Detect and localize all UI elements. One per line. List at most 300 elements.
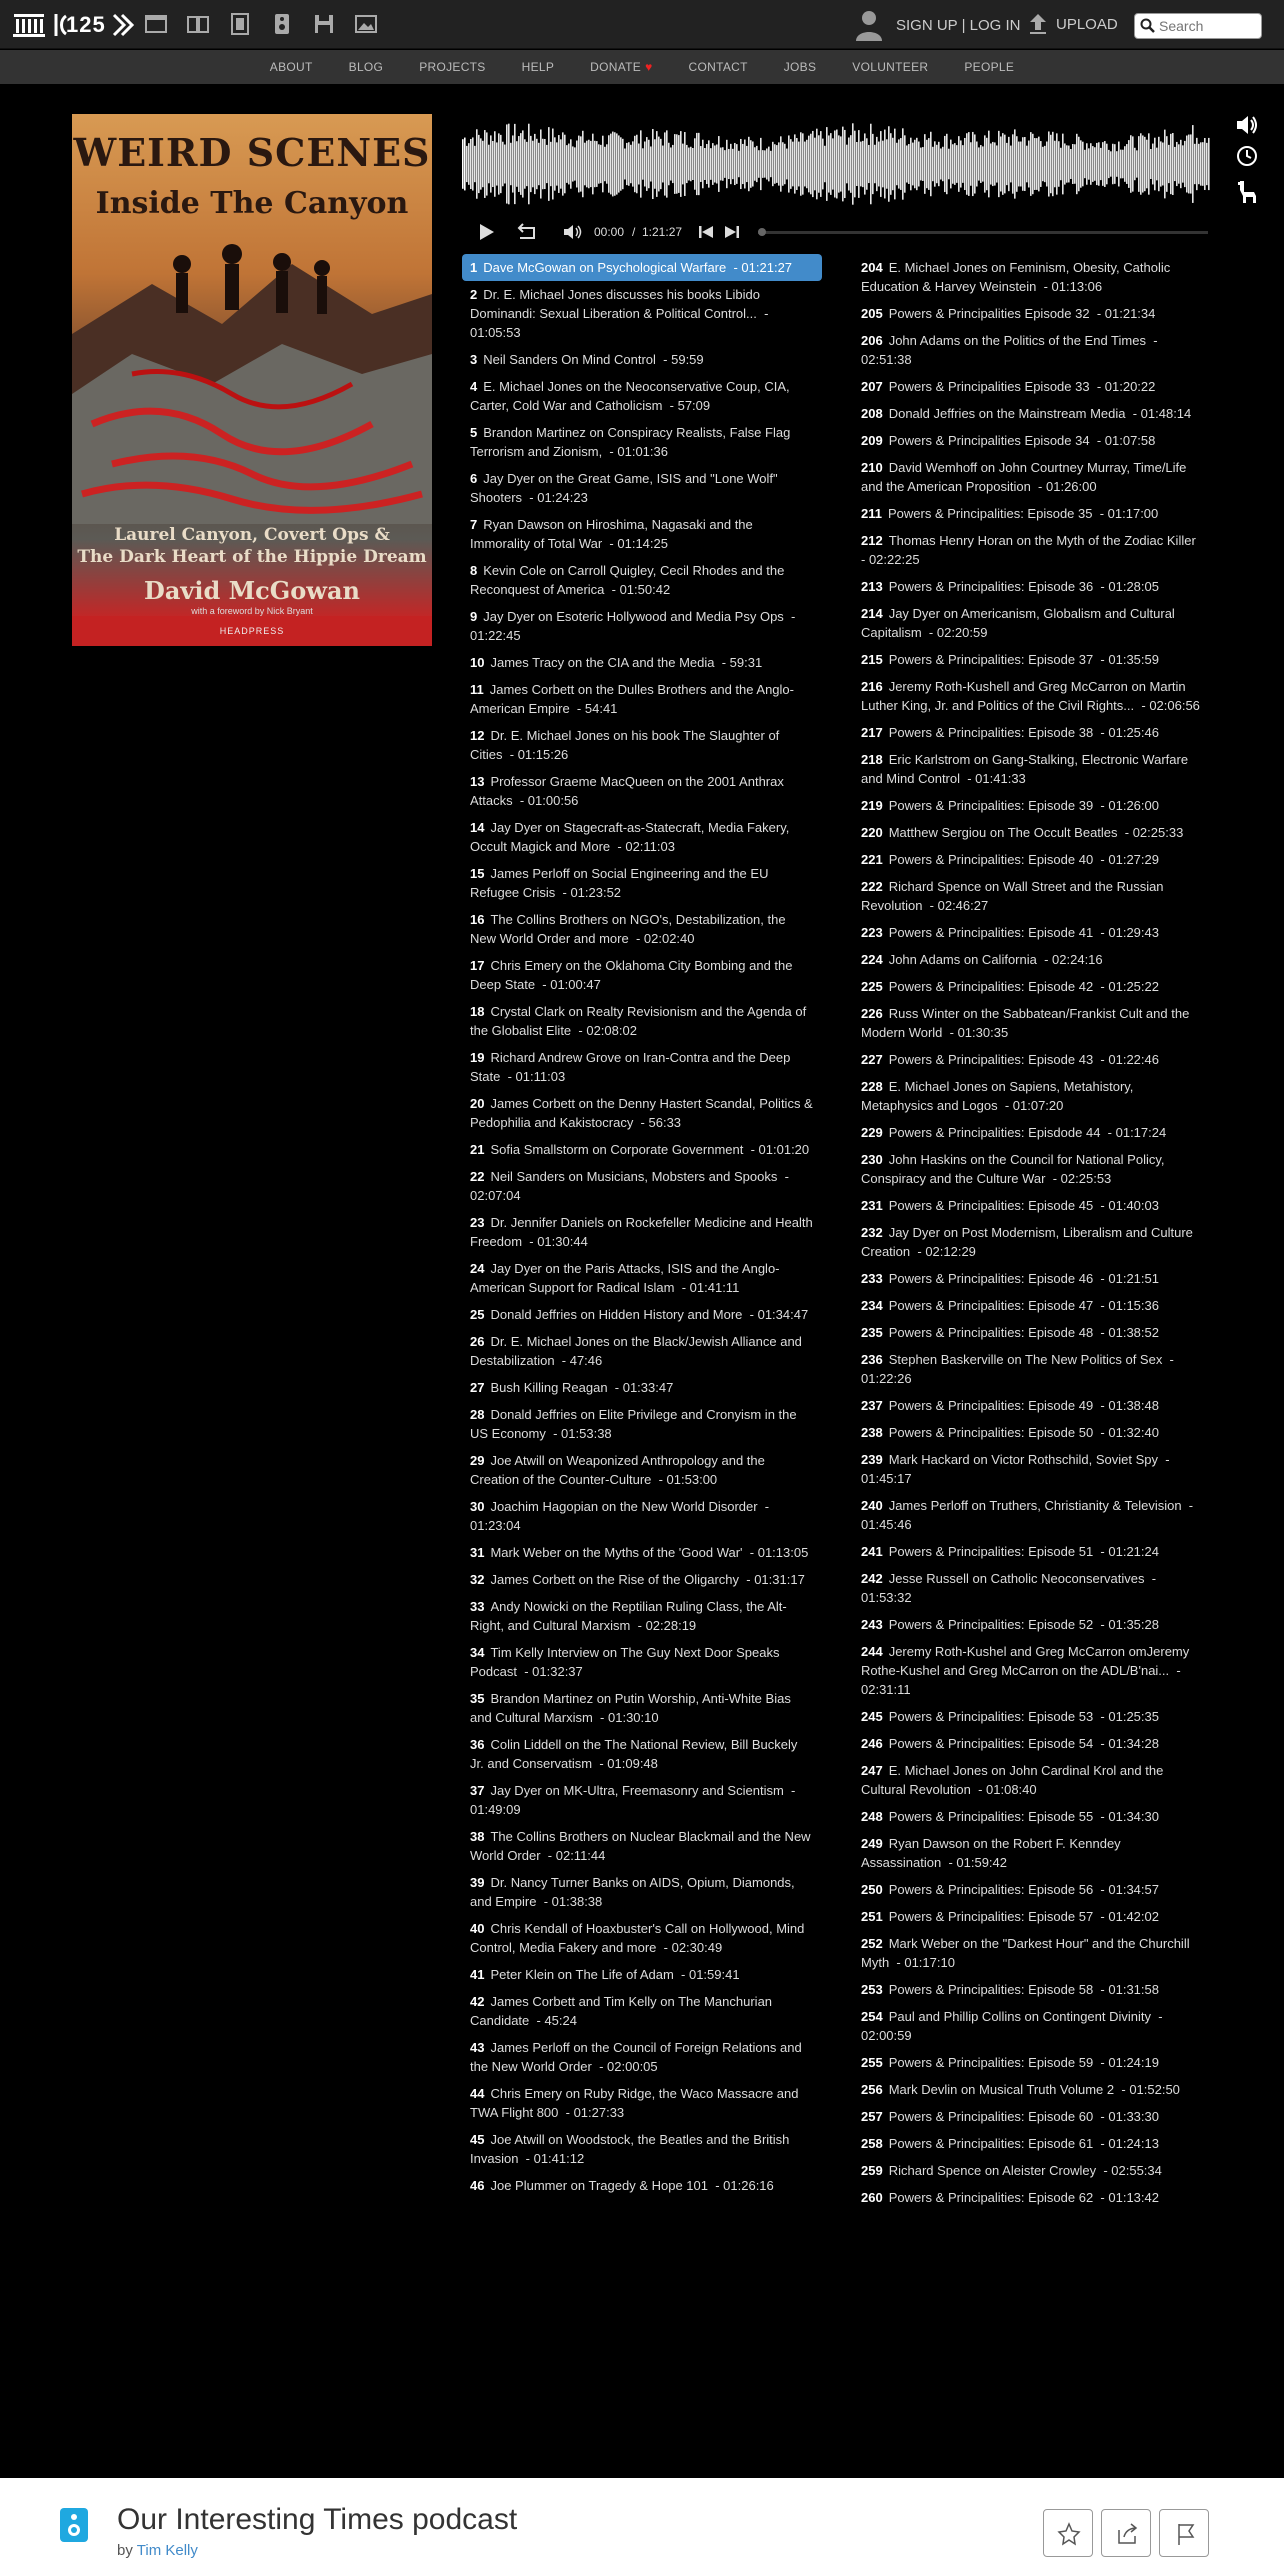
waveform-bar [660, 139, 662, 189]
nav-volunteer[interactable]: VOLUNTEER [852, 60, 929, 74]
playlist-item[interactable]: 249 Ryan Dawson on the Robert F. Kenndey Assassination - 01:59:42 [861, 1836, 1121, 1870]
playlist-item[interactable]: 24 Jay Dyer on the Paris Attacks, ISIS and the Anglo-American Support for Radical Islam - 01:41:11 [470, 1261, 780, 1295]
playlist-item[interactable]: 13 Professor Graeme MacQueen on the 2001 Anthrax Attacks - 01:00:56 [470, 774, 784, 808]
playlist-item[interactable]: 20 James Corbett on the Denny Hastert Scandal, Politics & Pedophilia and Kakistocracy - 56:33 [470, 1096, 813, 1130]
waveform-bar [838, 135, 840, 192]
playlist-item[interactable]: 234 Powers & Principalities: Episode 47 - 01:15:36 [861, 1298, 1159, 1313]
playlist-item[interactable]: 36 Colin Liddell on the The National Review, Bill Buckely Jr. and Conservatism - 01:09:48 [470, 1737, 798, 1771]
track-duration: 01:09:48 [607, 1756, 658, 1771]
playlist-item[interactable]: 12 Dr. E. Michael Jones on his book The Slaughter of Cities - 01:15:26 [470, 728, 780, 762]
playlist-item[interactable]: 25 Donald Jeffries on Hidden History and More - 01:34:47 [470, 1307, 809, 1322]
track-duration: 01:26:00 [1046, 479, 1097, 494]
playlist-item[interactable]: 251 Powers & Principalities: Episode 57 - 01:42:02 [861, 1909, 1159, 1924]
rewind-10-icon[interactable] [516, 222, 538, 242]
track-duration: 02:07:04 [470, 1188, 521, 1203]
playlist-item[interactable]: 23 Dr. Jennifer Daniels on Rockefeller Medicine and Health Freedom - 01:30:44 [470, 1215, 813, 1249]
waveform-bar [466, 146, 468, 182]
playlist-item[interactable]: 242 Jesse Russell on Catholic Neoconservatives - 01:53:32 [861, 1571, 1157, 1605]
waveform-bar [750, 140, 752, 188]
track-title: Powers & Principalities: Episode 53 [888, 1709, 1094, 1724]
waveform-bar [556, 142, 558, 185]
track-title: Matthew Sergiou on The Occult Beatles [888, 825, 1118, 840]
playlist-item[interactable]: 229 Powers & Principalities: Episdode 44 - 01:17:24 [861, 1125, 1167, 1140]
waveform-bar [1184, 141, 1186, 187]
playlist-item[interactable]: 209 Powers & Principalities Episode 34 - 01:07:58 [861, 433, 1156, 448]
track-title: E. Michael Jones on Feminism, Obesity, Catholic Education & Harvey Weinstein [861, 260, 1171, 294]
waveform-bar [662, 146, 664, 183]
playlist-item[interactable]: 41 Peter Klein on The Life of Adam - 01:59:41 [470, 1967, 740, 1982]
playlist-item[interactable]: 213 Powers & Principalities: Episode 36 - 01:28:05 [861, 579, 1159, 594]
volume-icon[interactable] [1234, 112, 1260, 138]
audio-icon[interactable] [270, 12, 294, 36]
track-duration: 01:27:29 [1108, 852, 1159, 867]
playlist-item[interactable]: 6 Jay Dyer on the Great Game, ISIS and "Lone Wolf" Shooters - 01:24:23 [470, 471, 778, 505]
playlist-item[interactable]: 43 James Perloff on the Council of Foreign Relations and the New World Order - 02:00:05 [470, 2040, 802, 2074]
track-duration: 01:41:12 [533, 2151, 585, 2166]
waveform-bar [480, 138, 482, 189]
track-title: Russ Winter on the Sabbatean/Frankist Cult and the Modern World [861, 1006, 1190, 1040]
track-duration: 02:28:19 [645, 1618, 697, 1633]
cover-subtitle: Inside The Canyon [95, 186, 409, 221]
playlist-item[interactable]: 205 Powers & Principalities Episode 32 - 01:21:34 [861, 306, 1156, 321]
upload-button[interactable] [1028, 12, 1118, 36]
user-icon[interactable] [854, 9, 884, 41]
track-number: 205 [861, 306, 883, 321]
track-number: 252 [861, 1936, 883, 1951]
playlist-item[interactable]: 22 Neil Sanders on Musicians, Mobsters and Spooks - 02:07:04 [470, 1169, 789, 1203]
waveform-bar [960, 140, 962, 187]
track-number: 250 [861, 1882, 883, 1897]
track-title: Powers & Principalities: Episode 50 [888, 1425, 1094, 1440]
playlist-item[interactable]: 208 Donald Jeffries on the Mainstream Media - 01:48:14 [861, 406, 1192, 421]
playlist-item[interactable]: 32 James Corbett on the Rise of the Oligarchy - 01:31:17 [470, 1572, 805, 1587]
playlist-item[interactable]: 243 Powers & Principalities: Episode 52 - 01:35:28 [861, 1617, 1159, 1632]
waveform-bar [776, 145, 778, 183]
track-duration: 01:24:23 [537, 490, 588, 505]
playlist-item[interactable]: 223 Powers & Principalities: Episode 41 - 01:29:43 [861, 925, 1159, 940]
seek-handle[interactable] [758, 228, 766, 236]
waveform-bar [566, 145, 568, 183]
playlist-item[interactable]: 226 Russ Winter on the Sabbatean/Frankist Cult and the Modern World - 01:30:35 [861, 1006, 1190, 1040]
track-title: Powers & Principalities: Episode 38 [888, 725, 1094, 740]
track-number: 223 [861, 925, 883, 940]
llama-icon[interactable] [1234, 178, 1260, 204]
playlist-item[interactable]: 34 Tim Kelly Interview on The Guy Next Door Speaks Podcast - 01:32:37 [470, 1645, 780, 1679]
waveform-bar [1008, 137, 1010, 191]
playlist-item[interactable]: 40 Chris Kendall of Hoaxbuster's Call on Hollywood, Mind Control, Media Fakery and more - 02:30:49 [470, 1921, 805, 1955]
waveform-bar [828, 135, 830, 192]
playlist-item[interactable]: 45 Joe Atwill on Woodstock, the Beatles and the British Invasion - 01:41:12 [470, 2132, 790, 2166]
playlist-item[interactable]: 228 E. Michael Jones on Sapiens, Metahistory, Metaphysics and Logos - 01:07:20 [861, 1079, 1134, 1113]
playlist-item[interactable]: 224 John Adams on California - 02:24:16 [861, 952, 1103, 967]
playlist-item[interactable]: 206 John Adams on the Politics of the End Times - 02:51:38 [861, 333, 1158, 367]
track-duration: 01:30:44 [537, 1234, 588, 1249]
playlist-item[interactable]: 210 David Wemhoff on John Courtney Murray, Time/Life and the American Proposition - 01:26:00 [861, 460, 1187, 494]
track-title: Neil Sanders On Mind Control [483, 352, 656, 367]
track-title: Dave McGowan on Psychological Warfare [483, 260, 727, 275]
track-duration: 01:13:06 [1051, 279, 1103, 294]
waveform-bar [472, 137, 474, 190]
waveform-bar [1072, 144, 1074, 184]
waveform-bar [948, 149, 950, 180]
waveform-bar [574, 147, 576, 180]
nav-help[interactable]: HELP [521, 60, 555, 74]
playlist-item[interactable]: 236 Stephen Baskerville on The New Politics of Sex - 01:22:26 [861, 1352, 1174, 1386]
playlist-item[interactable]: 238 Powers & Principalities: Episode 50 - 01:32:40 [861, 1425, 1159, 1440]
track-number: 246 [861, 1736, 883, 1751]
track-number: 28 [470, 1407, 485, 1422]
waveform-bar [1128, 140, 1130, 188]
waveform-bar [596, 141, 598, 187]
waveform-bar [866, 138, 868, 189]
seek-bar[interactable] [758, 231, 1208, 234]
playlist-item[interactable]: 211 Powers & Principalities: Episode 35 - 01:17:00 [861, 506, 1159, 521]
waveform-bar [1026, 146, 1028, 183]
waveform-bar [922, 147, 924, 181]
nav-about[interactable]: ABOUT [269, 60, 313, 74]
signup-login-link[interactable]: SIGN UP | LOG IN [896, 16, 1021, 34]
track-duration: 01:35:28 [1108, 1617, 1159, 1632]
playlist-item[interactable]: 221 Powers & Principalities: Episode 40 - 01:27:29 [861, 852, 1159, 867]
track-duration: 01:20:22 [1104, 379, 1156, 394]
waveform-bar [612, 132, 614, 197]
waveform-bar [898, 139, 900, 188]
track-number: 251 [861, 1909, 883, 1924]
playlist-item[interactable]: 246 Powers & Principalities: Episode 54 - 01:34:28 [861, 1736, 1159, 1751]
waveform-bar [972, 132, 974, 196]
track-number: 212 [861, 533, 883, 548]
waveform-bar [988, 131, 990, 198]
waveform-bar [482, 141, 484, 187]
playlist-item[interactable]: 4 E. Michael Jones on the Neoconservative Coup, CIA, Carter, Cold War and Catholicism - 57:09 [470, 379, 790, 413]
playlist-item[interactable]: 248 Powers & Principalities: Episode 55 - 01:34:30 [861, 1809, 1159, 1824]
track-number: 15 [470, 866, 485, 881]
waveform-bar [862, 141, 864, 187]
search-input[interactable] [1159, 17, 1257, 35]
waveform-bar [858, 130, 860, 198]
mute-icon[interactable] [562, 222, 584, 242]
playlist-item[interactable]: 21 Sofia Smallstorm on Corporate Government - 01:01:20 [470, 1142, 810, 1157]
playlist-item[interactable]: 31 Mark Weber on the Myths of the 'Good War' - 01:13:05 [470, 1545, 809, 1560]
share-button[interactable] [1101, 2509, 1151, 2557]
previous-track-icon[interactable] [698, 224, 714, 240]
waveform-bar [572, 146, 574, 181]
playlist-item[interactable]: 217 Powers & Principalities: Episode 38 - 01:25:46 [861, 725, 1159, 740]
waveform-bar [868, 145, 870, 183]
playlist-item[interactable]: 17 Chris Emery on the Oklahoma City Bombing and the Deep State - 01:00:47 [470, 958, 793, 992]
waveform-bar [542, 139, 544, 189]
track-duration: 01:41:33 [975, 771, 1026, 786]
track-duration: 56:33 [648, 1115, 682, 1130]
track-duration: 01:25:22 [1108, 979, 1159, 994]
track-duration: 01:45:17 [861, 1471, 912, 1486]
playlist-item[interactable]: 250 Powers & Principalities: Episode 56 - 01:34:57 [861, 1882, 1159, 1897]
playlist-column-right [853, 254, 1210, 2211]
waveform-bar [818, 135, 820, 192]
playlist-item[interactable]: 232 Jay Dyer on Post Modernism, Liberalism and Culture Creation - 02:12:29 [861, 1225, 1193, 1259]
playlist-item[interactable]: 15 James Perloff on Social Engineering and the EU Refugee Crisis - 01:23:52 [470, 866, 769, 900]
waveform-bar [1102, 142, 1104, 186]
waveform-bar [576, 141, 578, 188]
waveform-bar [976, 142, 978, 187]
waveform-bar [902, 128, 904, 199]
waveform-bar [1156, 148, 1158, 181]
current-time: 00:00 [594, 225, 625, 239]
playlist-item[interactable]: 219 Powers & Principalities: Episode 39 - 01:26:00 [861, 798, 1159, 813]
track-title: John Adams on California [888, 952, 1037, 967]
playlist-item[interactable]: 216 Jeremy Roth-Kushell and Greg McCarron on Martin Luther King, Jr. and Politics of the Civil Rights... - 02:06:56 [861, 679, 1200, 713]
playlist-item[interactable]: 26 Dr. E. Michael Jones on the Black/Jewish Alliance and Destabilization - 47:46 [470, 1334, 802, 1368]
waveform-bar [1194, 144, 1196, 184]
waveform-bar [966, 133, 968, 195]
playlist-item[interactable]: 220 Matthew Sergiou on The Occult Beatles - 02:25:33 [861, 825, 1184, 840]
track-title: Powers & Principalities: Episode 42 [888, 979, 1094, 994]
playlist-item[interactable]: 212 Thomas Henry Horan on the Myth of the Zodiac Killer - 02:22:25 [861, 533, 1200, 567]
track-title: Mark Weber on the Myths of the 'Good War' [490, 1545, 743, 1560]
audio-waveform[interactable] [462, 118, 1210, 210]
playlist-item[interactable]: 5 Brandon Martinez on Conspiracy Realists, False Flag Terrorism and Zionism, - 01:01:36 [470, 425, 791, 459]
track-title: Sofia Smallstorm on Corporate Government [490, 1142, 744, 1157]
track-number: 21 [470, 1142, 485, 1157]
playlist-item[interactable]: 29 Joe Atwill on Weaponized Anthropology and the Creation of the Counter-Culture - 01:53:00 [470, 1453, 765, 1487]
waveform-bar [690, 147, 692, 181]
waveform-bar [1022, 137, 1024, 191]
playlist-item[interactable]: 222 Richard Spence on Wall Street and the Russian Revolution - 02:46:27 [861, 879, 1164, 913]
playlist-item[interactable]: 253 Powers & Principalities: Episode 58 - 01:31:58 [861, 1982, 1159, 1997]
playlist-item[interactable]: 30 Joachim Hagopian on the New World Disorder - 01:23:04 [470, 1499, 770, 1533]
playlist-item[interactable]: 233 Powers & Principalities: Episode 46 - 01:21:51 [861, 1271, 1159, 1286]
playlist-item[interactable]: 239 Mark Hackard on Victor Rothschild, Soviet Spy - 01:45:17 [861, 1452, 1170, 1486]
waveform-bar [944, 136, 946, 192]
track-number: 29 [470, 1453, 485, 1468]
texts-icon[interactable] [186, 12, 210, 36]
track-title: Powers & Principalities: Episode 35 [887, 506, 1093, 521]
web-icon[interactable] [144, 12, 168, 36]
video-icon[interactable] [228, 12, 252, 36]
waveform-bar [978, 147, 980, 180]
waveform-bar [580, 136, 582, 191]
track-title: Powers & Principalities: Episode 36 [888, 579, 1094, 594]
track-duration: 02:25:33 [1132, 825, 1184, 840]
track-duration: 01:40:03 [1108, 1198, 1159, 1213]
track-number: 13 [470, 774, 485, 789]
track-number: 238 [861, 1425, 883, 1440]
track-title: Jay Dyer on Esoteric Hollywood and Media Psy Ops [483, 609, 784, 624]
playlist-item[interactable]: 37 Jay Dyer on MK-Ultra, Freemasonry and Scientism - 01:49:09 [470, 1783, 796, 1817]
playlist-item[interactable]: 241 Powers & Principalities: Episode 51 - 01:21:24 [861, 1544, 1159, 1559]
images-icon[interactable] [354, 12, 378, 36]
playlist-item[interactable]: 247 E. Michael Jones on John Cardinal Krol and the Cultural Revolution - 01:08:40 [861, 1763, 1164, 1797]
waveform-bar [544, 139, 546, 189]
track-title: Mark Weber on the "Darkest Hour" and the Churchill Myth [861, 1936, 1190, 1970]
playlist-item[interactable]: 215 Powers & Principalities: Episode 37 - 01:35:59 [861, 652, 1159, 667]
playlist-item[interactable]: 231 Powers & Principalities: Episode 45 - 01:40:03 [861, 1198, 1159, 1213]
playlist-item[interactable]: 227 Powers & Principalities: Episode 43 - 01:22:46 [861, 1052, 1159, 1067]
playlist-item[interactable]: 42 James Corbett and Tim Kelly on The Manchurian Candidate - 45:24 [470, 1994, 773, 2028]
track-duration: 02:11:44 [555, 1848, 606, 1863]
playlist-item[interactable]: 207 Powers & Principalities Episode 33 - 01:20:22 [861, 379, 1156, 394]
waveform-bar [1166, 136, 1168, 192]
next-track-icon[interactable] [724, 224, 740, 240]
track-title: Powers & Principalities: Episode 40 [888, 852, 1094, 867]
track-number: 37 [470, 1783, 485, 1798]
playlist-item[interactable]: 258 Powers & Principalities: Episode 61 - 01:24:13 [861, 2136, 1159, 2151]
nav-contact[interactable]: CONTACT [688, 60, 748, 74]
waveform-bar [714, 145, 716, 182]
playlist-item[interactable]: 10 James Tracy on the CIA and the Media - 59:31 [470, 655, 763, 670]
waveform-bar [798, 142, 800, 187]
waveform-bar [900, 138, 902, 190]
waveform-bar [620, 137, 622, 190]
track-duration: 02:11:03 [625, 839, 675, 854]
nav-projects[interactable]: PROJECTS [419, 60, 486, 74]
playlist-item[interactable]: 9 Jay Dyer on Esoteric Hollywood and Media Psy Ops - 01:22:45 [470, 609, 796, 643]
playlist-item[interactable]: 235 Powers & Principalities: Episode 48 - 01:38:52 [861, 1325, 1159, 1340]
waveform-bar [974, 134, 976, 193]
playlist-item[interactable]: 255 Powers & Principalities: Episode 59 - 01:24:19 [861, 2055, 1159, 2070]
track-duration: 01:34:47 [757, 1307, 809, 1322]
share-icon [1102, 2510, 1152, 2558]
playlist-item[interactable]: 214 Jay Dyer on Americanism, Globalism and Cultural Capitalism - 02:20:59 [861, 606, 1175, 640]
waveform-bar [1070, 149, 1072, 179]
playlist-item[interactable]: 218 Eric Karlstrom on Gang-Stalking, Electronic Warfare and Mind Control - 01:41:33 [861, 752, 1189, 786]
track-number: 10 [470, 655, 485, 670]
waveform-bar [1132, 136, 1134, 191]
playlist-item[interactable]: 260 Powers & Principalities: Episode 62 - 01:13:42 [861, 2190, 1159, 2205]
playlist-item[interactable]: 14 Jay Dyer on Stagecraft-as-Statecraft, Media Fakery, Occult Magick and More - 02:11:03 [470, 820, 790, 854]
track-title: Powers & Principalities: Episode 60 [888, 2109, 1094, 2124]
waveform-bar [962, 145, 964, 183]
playlist-item[interactable]: 44 Chris Emery on Ruby Ridge, the Waco Massacre and TWA Flight 800 - 01:27:33 [470, 2086, 799, 2120]
waveform-bar [794, 134, 796, 193]
track-duration: 01:00:56 [527, 793, 579, 808]
waveform-bar [1042, 147, 1044, 181]
playlist-item[interactable]: 39 Dr. Nancy Turner Banks on AIDS, Opium, Diamonds, and Empire - 01:38:38 [470, 1875, 795, 1909]
waveform-bar [864, 133, 866, 194]
track-title: Richard Spence on Wall Street and the Russian Revolution [861, 879, 1164, 913]
playlist-item[interactable]: 38 The Collins Brothers on Nuclear Blackmail and the New World Order - 02:11:44 [470, 1829, 811, 1863]
playlist-item[interactable]: 7 Ryan Dawson on Hiroshima, Nagasaki and the Immorality of Total War - 01:14:25 [470, 517, 753, 551]
waveform-bar [752, 141, 754, 186]
playlist-item[interactable]: 18 Crystal Clark on Realty Revisionism and the Agenda of the Globalist Elite - 02:08:02 [470, 1004, 807, 1038]
track-duration: 01:38:48 [1108, 1398, 1159, 1413]
playlist-item[interactable]: 240 James Perloff on Truthers, Christianity & Television - 01:45:46 [861, 1498, 1194, 1532]
track-title: Dr. E. Michael Jones on his book The Slaughter of Cities [470, 728, 780, 762]
playlist-item[interactable]: 27 Bush Killing Reagan - 01:33:47 [470, 1380, 674, 1395]
playlist-item[interactable]: 3 Neil Sanders On Mind Control - 59:59 [470, 352, 704, 367]
waveform-bar [722, 147, 724, 181]
playlist-item[interactable]: 245 Powers & Principalities: Episode 53 - 01:25:35 [861, 1709, 1159, 1724]
waveform-bar [1018, 142, 1020, 187]
item-byline [117, 2542, 198, 2559]
clock-icon[interactable] [1235, 144, 1259, 168]
waveform-bar [1032, 134, 1034, 194]
waveform-bar [562, 132, 564, 195]
waveform-bar [498, 133, 500, 194]
play-icon[interactable] [476, 222, 496, 242]
waveform-bar [734, 143, 736, 185]
playlist-item[interactable]: 204 E. Michael Jones on Feminism, Obesity, Catholic Education & Harvey Weinstein - 01:13:06 [861, 260, 1171, 294]
track-number: 259 [861, 2163, 883, 2178]
nav-blog[interactable]: BLOG [348, 60, 384, 74]
waveform-bar [692, 148, 694, 180]
track-number: 225 [861, 979, 883, 994]
playlist-item[interactable]: 33 Andy Nowicki on the Reptilian Ruling Class, the Alt-Right, and Cultural Marxism - 02:28:19 [470, 1599, 787, 1633]
track-title: E. Michael Jones on Sapiens, Metahistory, Metaphysics and Logos [861, 1079, 1134, 1113]
waveform-bar [886, 139, 888, 188]
playlist-item[interactable]: 252 Mark Weber on the "Darkest Hour" and the Churchill Myth - 01:17:10 [861, 1936, 1190, 1970]
playlist-item[interactable]: 225 Powers & Principalities: Episode 42 - 01:25:22 [861, 979, 1159, 994]
playlist-item[interactable]: 11 James Corbett on the Dulles Brothers and the Anglo-American Empire - 54:41 [470, 682, 794, 716]
track-title: Thomas Henry Horan on the Myth of the Zodiac Killer [888, 533, 1196, 548]
playlist-item[interactable]: 256 Mark Devlin on Musical Truth Volume 2 - 01:52:50 [861, 2082, 1180, 2097]
nav-donate[interactable] [590, 60, 652, 74]
playlist-item[interactable]: 254 Paul and Phillip Collins on Contingent Divinity - 02:00:59 [861, 2009, 1163, 2043]
author-link[interactable]: Tim Kelly [136, 2542, 198, 2559]
waveform-bar [982, 146, 984, 181]
software-icon[interactable] [312, 12, 336, 36]
playlist-item[interactable]: 1 Dave McGowan on Psychological Warfare - 01:21:27 [462, 254, 822, 281]
waveform-bar [526, 142, 528, 186]
waveform-bar [588, 140, 590, 189]
track-number: 2 [470, 287, 478, 302]
cover-tagline-line1: Laurel Canyon, Covert Ops & [114, 525, 390, 545]
track-title: Jay Dyer on MK-Ultra, Freemasonry and Scientism [490, 1783, 784, 1798]
favorite-button[interactable] [1043, 2509, 1093, 2557]
nav-jobs[interactable]: JOBS [783, 60, 817, 74]
track-number: 5 [470, 425, 478, 440]
waveform-bar [800, 132, 802, 195]
waveform-bar [814, 138, 816, 191]
waveform-bar [1170, 134, 1172, 194]
playlist-item[interactable]: 35 Brandon Martinez on Putin Worship, Anti-White Bias and Cultural Marxism - 01:30:10 [470, 1691, 791, 1725]
waveform-bar [916, 138, 918, 190]
waveform-bar [964, 138, 966, 190]
waveform-bar [546, 145, 548, 183]
waveform-bar [878, 142, 880, 187]
site-logo[interactable] [12, 12, 136, 38]
track-duration: 01:26:16 [723, 2178, 774, 2193]
track-number: 27 [470, 1380, 485, 1395]
track-number: 235 [861, 1325, 883, 1340]
waveform-bar [516, 141, 518, 187]
flag-button[interactable] [1159, 2509, 1209, 2557]
playlist-item[interactable]: 19 Richard Andrew Grove on Iran-Contra and the Deep State - 01:11:03 [470, 1050, 791, 1084]
playlist-item[interactable]: 244 Jeremy Roth-Kushel and Greg McCarron omJeremy Rothe-Kushel and Greg McCarron on the ADL/B'nai... - 02:31:11 [861, 1644, 1190, 1697]
waveform-bar [658, 137, 660, 192]
playlist-item[interactable]: 230 John Haskins on the Council for National Policy, Conspiracy and the Culture War - 02:25:53 [861, 1152, 1165, 1186]
track-number: 222 [861, 879, 883, 894]
waveform-bar [958, 136, 960, 192]
waveform-bar [570, 139, 572, 188]
playlist-item[interactable]: 46 Joe Plummer on Tragedy & Hope 101 - 01:26:16 [470, 2178, 774, 2193]
track-duration: 02:30:49 [671, 1940, 723, 1955]
item-title: Our Interesting Times podcast [117, 2503, 518, 2536]
track-number: 41 [470, 1967, 485, 1982]
nav-people[interactable]: PEOPLE [964, 60, 1015, 74]
track-title: Jay Dyer on the Great Game, ISIS and "Lone Wolf" Shooters [470, 471, 778, 505]
playlist-item[interactable]: 237 Powers & Principalities: Episode 49 - 01:38:48 [861, 1398, 1159, 1413]
playlist-item[interactable]: 28 Donald Jeffries on Elite Privilege and Cronyism in the US Economy - 01:53:38 [470, 1407, 797, 1441]
playlist-item[interactable]: 8 Kevin Cole on Carroll Quigley, Cecil Rhodes and the Reconquest of America - 01:50:42 [470, 563, 785, 597]
playlist-item[interactable]: 2 Dr. E. Michael Jones discusses his books Libido Dominandi: Sexual Liberation & Political Control... - 01:05:53 [470, 287, 769, 340]
waveform-bar [1178, 144, 1180, 183]
track-title: David Wemhoff on John Courtney Murray, Time/Life and the American Proposition [861, 460, 1187, 494]
playlist-item[interactable]: 259 Richard Spence on Aleister Crowley - 02:55:34 [861, 2163, 1162, 2178]
track-title: James Corbett on the Rise of the Oligarchy [490, 1572, 740, 1587]
playlist-item[interactable]: 16 The Collins Brothers on NGO's, Destabilization, the New World Order and more - 02:02:40 [470, 912, 786, 946]
playlist-item[interactable]: 257 Powers & Principalities: Episode 60 - 01:33:30 [861, 2109, 1159, 2124]
